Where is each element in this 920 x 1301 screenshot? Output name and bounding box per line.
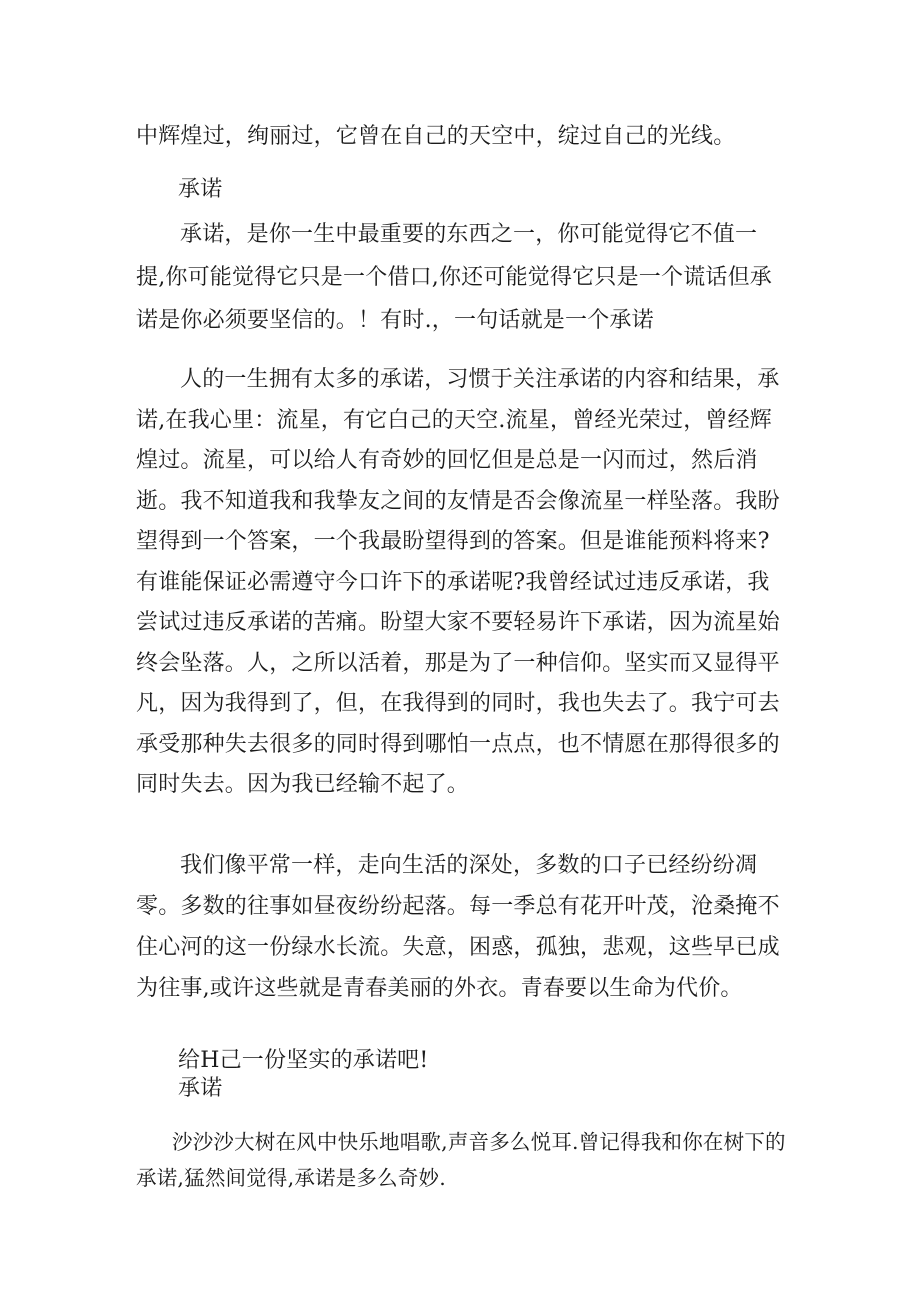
paragraph: 我们像平常一样，走向生活的深处，多数的口子已经纷纷凋零。多数的往事如昼夜纷纷起落。每一季总有花开叶茂，沧桑掩不住心河的这一份绿水长流。失意，困惑，孤独，悲观，这些早已成为往事,或许这些就是青春美丽的外衣。青春要以生命为代价。 <box>136 853 780 1001</box>
closing-line: 给H己一份坚实的承诺吧! <box>178 1048 429 1073</box>
continued-text: 中辉煌过，绚丽过，它曾在自己的天空中，绽过自己的光线。 <box>136 124 736 149</box>
section-heading: 承诺 <box>178 1076 223 1101</box>
paragraph: 沙沙沙大树在风中快乐地唱歌,声音多么悦耳.曾记得我和你在树下的承诺,猛然间觉得,承诺是多么奇妙. <box>136 1130 786 1190</box>
section-heading: 承诺 <box>178 177 223 202</box>
paragraph: 人的一生拥有太多的承诺，习惯于关注承诺的内容和结果，承诺,在我心里：流星，有它白己的天空.流星，曾经光荣过，曾经辉煌过。流星，可以给人有奇妙的回忆但是总是一闪而过，然后消逝。我不知道我和我挚友之间的友情是否会像流星一样坠落。我盼望得到一个答案，一个我最盼望得到的答案。但是谁能预料将来?有谁能保证必需遵守今口许下的承诺呢?我曾经试过违反承诺，我尝试过违反承诺的苦痛。盼望大家不要轻易许下承诺，因为流星始终会坠落。人，之所以活着，那是为了一种信仰。坚实而又显得平凡，因为我得到了，但，在我得到的同时，我也失去了。我宁可去承受那种失去很多的同时得到哪怕一点点，也不情愿在那得很多的同时失去。因为我已经输不起了。 <box>136 367 780 797</box>
paragraph: 承诺，是你一生中最重要的东西之一，你可能觉得它不值一提,你可能觉得它只是一个借口,你还可能觉得它只是一个谎话但承诺是你必须要坚信的。！有时.，一句话就是一个承诺 <box>136 222 772 333</box>
